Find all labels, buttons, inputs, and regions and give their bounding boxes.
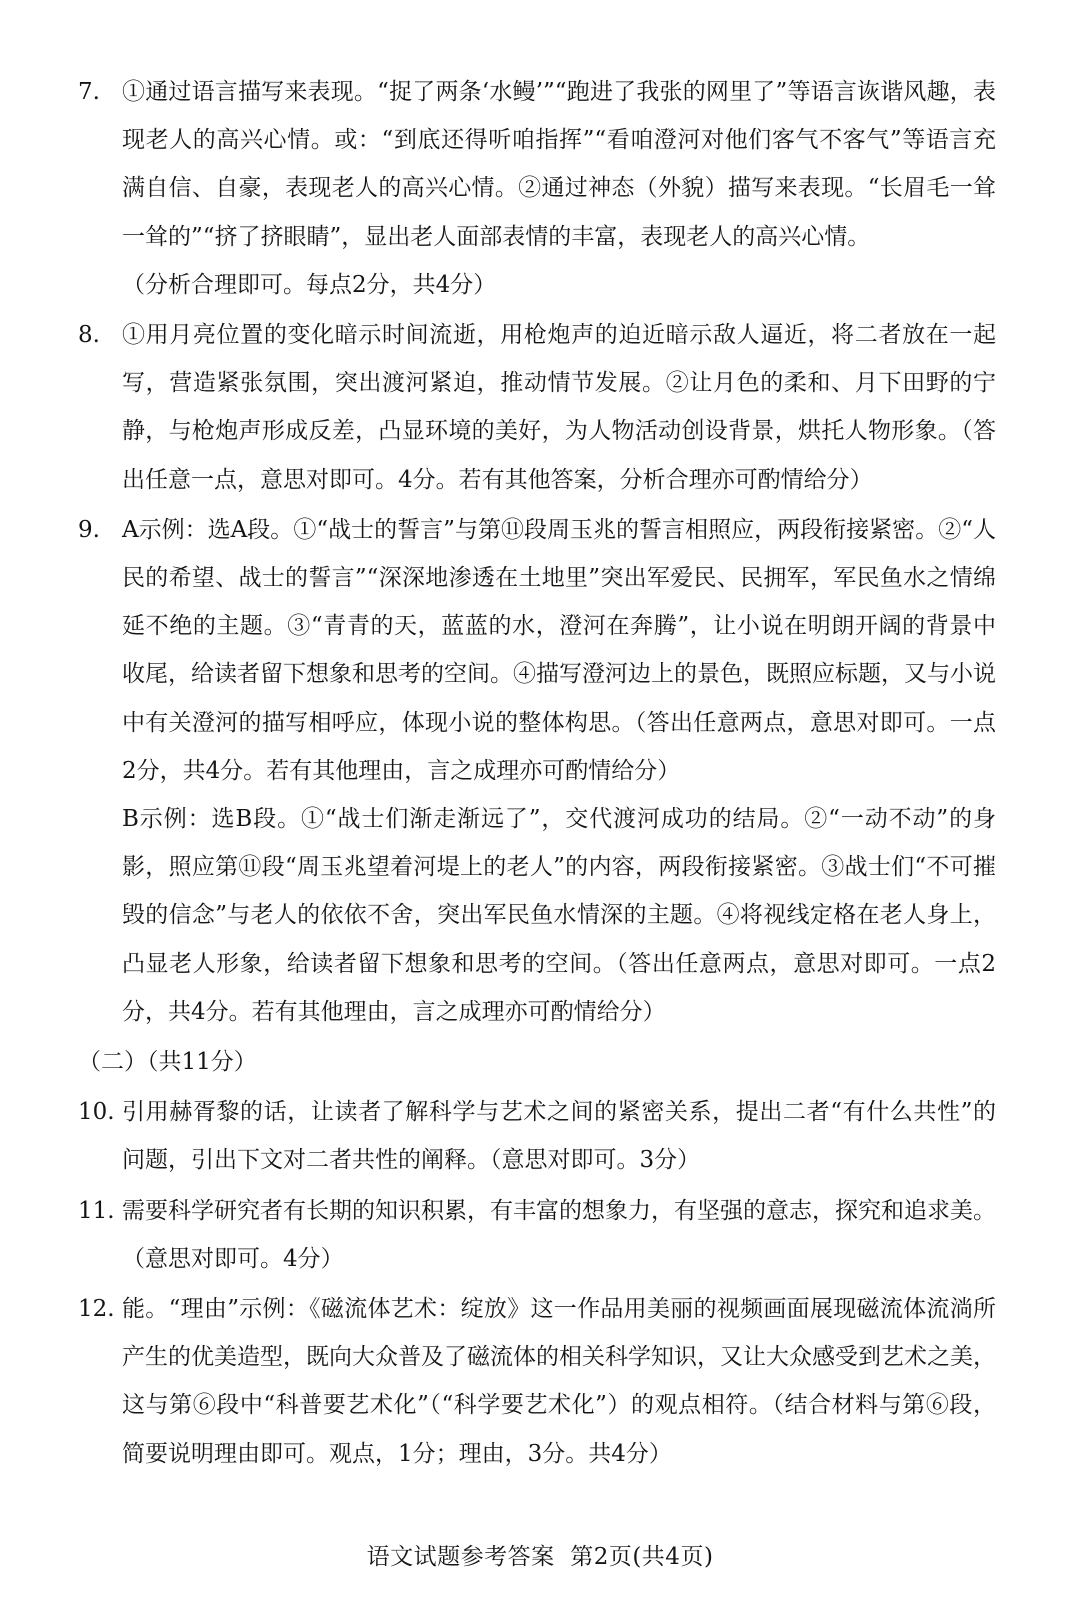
answer-item-10 xyxy=(78,1088,996,1184)
item-number: 11. xyxy=(78,1197,115,1224)
item-number: 8. xyxy=(78,322,100,349)
item-number: 7. xyxy=(78,79,100,105)
answer-item-7 xyxy=(78,68,996,309)
answer-example-a: A示例：选A段。①“战士的誓言”与第⑪段周玉兆的誓言相照应，两段衔接紧密。②“人民的希望、战士的誓言”“深深地渗透在土地里”突出军爱民、民拥军，军民鱼水之情绵延不绝的主题。③“青青的天，蓝蓝的水，澄河在奔腾”，让小说在明朗开阔的背景中收尾，给读者留下想象和思考的空间。④描写澄河边上的景色，既照应标题，又与小说中有关澄河的描写相呼应，体现小说的整体构思。（答出任意两点，意思对即可。一点2分，共4分。若有其他理由，言之成理亦可酌情给分） xyxy=(122,516,996,784)
item-number: 9. xyxy=(78,516,100,543)
footer-page-number: 第2页(共4页) xyxy=(570,1544,714,1570)
answer-item-8 xyxy=(78,311,996,504)
answer-item-9 xyxy=(78,506,996,1036)
section-heading: （二）（共11分） xyxy=(78,1049,257,1076)
footer-title: 语文试题参考答案 xyxy=(366,1544,555,1570)
page-footer xyxy=(0,1542,1080,1572)
item-number: 12. xyxy=(78,1296,115,1323)
answer-item-12 xyxy=(78,1285,996,1478)
answer-text: 能。“理由”示例：《磁流体艺术：绽放》这一作品用美丽的视频画面展现磁流体流淌所产生的优美造型，既向大众普及了磁流体的相关科学知识，又让大众感受到艺术之美，这与第⑥段中“科普要艺术化”（“科学要艺术化”）的观点相符。（结合材料与第⑥段，简要说明理由即可。观点，1分；理由，3分。共4分） xyxy=(122,1296,996,1467)
scoring-note: （意思对即可。4分） xyxy=(122,1245,344,1272)
answer-text: 引用赫胥黎的话，让读者了解科学与艺术之间的紧密关系，提出二者“有什么共性”的问题，引出下文对二者共性的阐释。（意思对即可。3分） xyxy=(122,1099,996,1174)
item-number: 10. xyxy=(78,1099,115,1126)
answer-item-11 xyxy=(78,1187,996,1283)
answer-example-b: B示例：选B段。①“战士们渐走渐远了”，交代渡河成功的结局。②“一动不动”的身影，照应第⑪段“周玉兆望着河堤上的老人”的内容，两段衔接紧密。③战士们“不可摧毁的信念”与老人的依依不舍，突出军民鱼水情深的主题。④将视线定格在老人身上，凸显老人形象，给读者留下想象和思考的空间。（答出任意两点，意思对即可。一点2分，共4分。若有其他理由，言之成理亦可酌情给分） xyxy=(122,806,996,1025)
answer-text: ①用月亮位置的变化暗示时间流逝，用枪炮声的迫近暗示敌人逼近，将二者放在一起写，营造紧张氛围，突出渡河紧迫，推动情节发展。②让月色的柔和、月下田野的宁静，与枪炮声形成反差，凸显环境的美好，为人物活动创设背景，烘托人物形象。（答出任意一点，意思对即可。4分。若有其他答案，分析合理亦可酌情给分） xyxy=(122,322,996,493)
scoring-note: （分析合理即可。每点2分，共4分） xyxy=(122,271,497,298)
answer-text: ①通过语言描写来表现。“捉了两条‘水鳗’”“跑进了我张的网里了”等语言诙谐风趣，表现老人的高兴心情。或：“到底还得听咱指挥”“看咱澄河对他们客气不客气”等语言充满自信、自豪，表现老人的高兴心情。②通过神态（外貌）描写来表现。“长眉毛一耸一耸的”“挤了挤眼睛”，显出老人面部表情的丰富，表现老人的高兴心情。 xyxy=(122,79,996,250)
answer-text: 需要科学研究者有长期的知识积累，有丰富的想象力，有坚强的意志，探究和追求美。 xyxy=(122,1197,996,1224)
